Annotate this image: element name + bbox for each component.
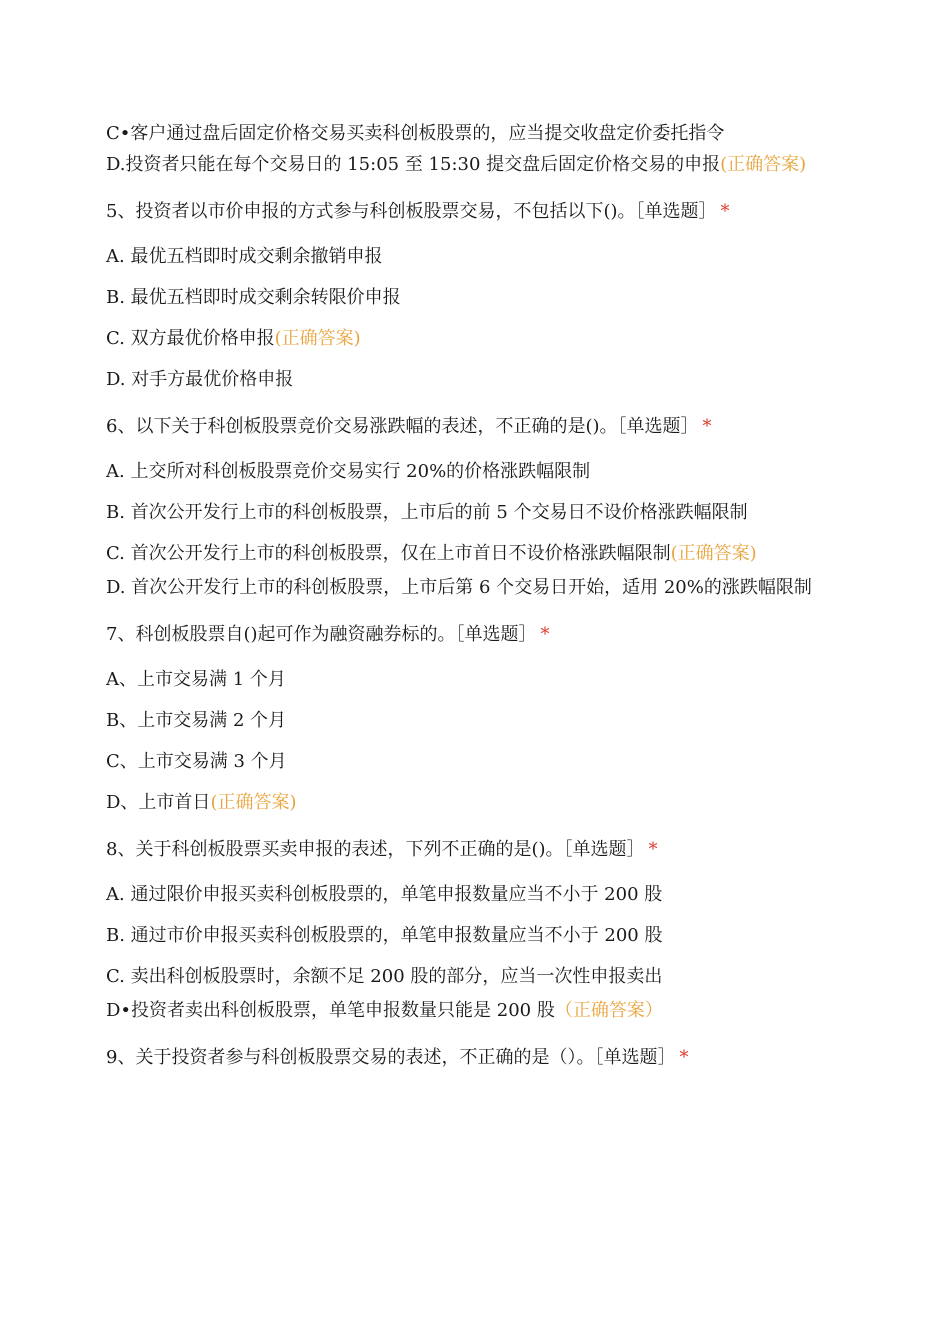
q6-option-b: B. 首次公开发行上市的科创板股票，上市后的前 5 个交易日不设价格涨跌幅限制 [106, 502, 748, 523]
q6-option-c-text: C. 首次公开发行上市的科创板股票，仅在上市首日不设价格涨跌幅限制 [106, 543, 671, 564]
correct-answer-tag: (正确答案) [670, 543, 757, 564]
q6-option-d: D. 首次公开发行上市的科创板股票，上市后第 6 个交易日开始，适用 20%的涨跌幅限制 [106, 577, 812, 598]
q4-option-c: C•客户通过盘后固定价格交易买卖科创板股票的，应当提交收盘定价委托指令 [106, 123, 725, 144]
q4-tail [106, 118, 846, 180]
q8-option-b: B. 通过市价申报买卖科创板股票的，单笔申报数量应当不小于 200 股 [106, 925, 663, 946]
question-6-title [106, 411, 846, 442]
question-9 [106, 1042, 846, 1073]
q7-option-d-text: D、上市首日 [106, 792, 211, 813]
required-mark: * [679, 1047, 689, 1068]
q7-option-c: C、上市交易满 3 个月 [106, 751, 287, 772]
question-9-text: 9、关于投资者参与科创板股票交易的表述，不正确的是（）。［单选题］ [106, 1047, 676, 1068]
question-6 [106, 411, 846, 603]
correct-answer-tag: (正确答案) [274, 328, 361, 349]
q8-option-c: C. 卖出科创板股票时，余额不足 200 股的部分，应当一次性申报卖出 [106, 966, 663, 987]
question-8 [106, 834, 846, 1026]
q4-option-d [106, 149, 846, 180]
q4-option-d-text: D.投资者只能在每个交易日的 15:05 至 15:30 提交盘后固定价格交易的申报 [106, 154, 721, 175]
question-7-text: 7、科创板股票自()起可作为融资融券标的。［单选题］ [106, 624, 537, 645]
question-6-text: 6、以下关于科创板股票竞价交易涨跌幅的表述，不正确的是()。［单选题］ [106, 416, 699, 437]
q6-option-c [106, 538, 846, 569]
correct-answer-tag: (正确答案) [720, 154, 807, 175]
question-8-title [106, 834, 846, 865]
q7-option-b: B、上市交易满 2 个月 [106, 710, 287, 731]
q7-option-d [106, 787, 846, 818]
required-mark: * [540, 624, 550, 645]
question-7-title [106, 619, 846, 650]
required-mark: * [720, 201, 730, 222]
question-9-title [106, 1042, 846, 1073]
required-mark: * [648, 839, 658, 860]
q5-option-a: A. 最优五档即时成交剩余撤销申报 [106, 246, 383, 267]
q6-option-a: A. 上交所对科创板股票竞价交易实行 20%的价格涨跌幅限制 [106, 461, 591, 482]
document-page [106, 118, 846, 1087]
question-5 [106, 196, 846, 395]
required-mark: * [702, 416, 712, 437]
correct-answer-tag: （正确答案） [554, 1000, 663, 1021]
q5-option-b: B. 最优五档即时成交剩余转限价申报 [106, 287, 401, 308]
question-8-text: 8、关于科创板股票买卖申报的表述，下列不正确的是()。［单选题］ [106, 839, 645, 860]
question-5-title [106, 196, 846, 227]
q5-option-d: D. 对手方最优价格申报 [106, 369, 294, 390]
q8-option-a: A. 通过限价申报买卖科创板股票的，单笔申报数量应当不小于 200 股 [106, 884, 663, 905]
q8-option-d-text: D•投资者卖出科创板股票，单笔申报数量只能是 200 股 [106, 1000, 555, 1021]
question-5-text: 5、投资者以市价申报的方式参与科创板股票交易，不包括以下()。［单选题］ [106, 201, 717, 222]
q5-option-c-text: C. 双方最优价格申报 [106, 328, 275, 349]
question-7 [106, 619, 846, 818]
q5-option-c [106, 323, 846, 354]
q8-option-d [106, 995, 846, 1026]
q7-option-a: A、上市交易满 1 个月 [106, 669, 286, 690]
correct-answer-tag: (正确答案) [210, 792, 297, 813]
